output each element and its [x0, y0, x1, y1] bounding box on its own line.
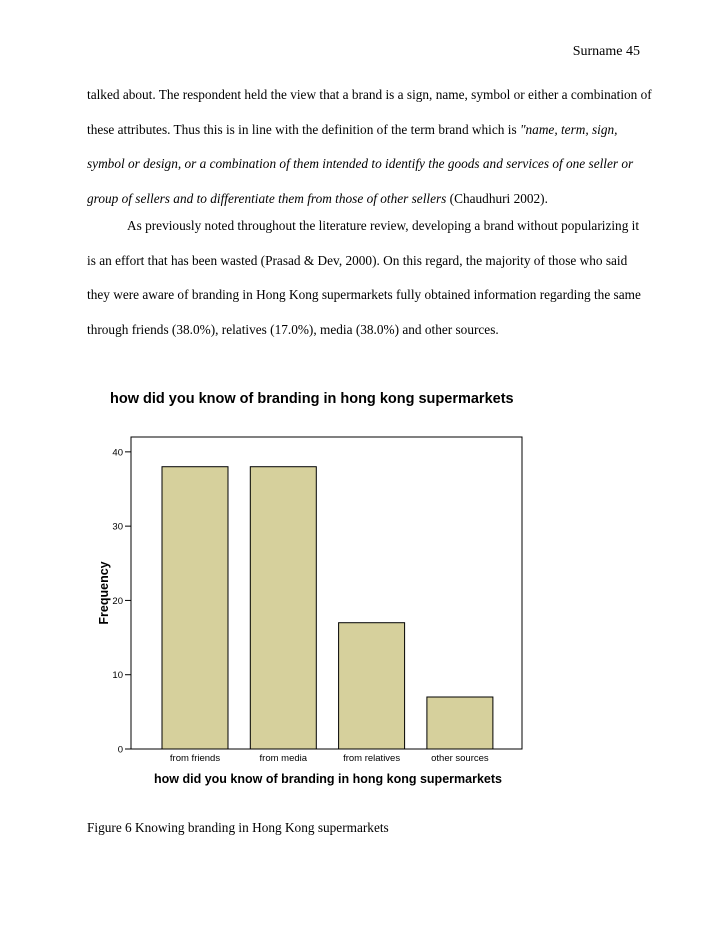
x-tick-label: from friends — [169, 753, 221, 764]
y-axis-label: Frequency — [97, 561, 111, 625]
y-tick-label: 30 — [112, 521, 123, 533]
text-line: talked about. The respondent held the view that a brand is a sign, name, symbol or either a combination of — [87, 87, 652, 102]
y-tick-label: 40 — [112, 447, 123, 459]
text-line: through friends (38.0%), relatives (17.0%), media (38.0%) and other sources. — [87, 321, 499, 337]
x-tick-label: from media — [259, 753, 308, 764]
bars-group — [162, 467, 493, 749]
bar-chart — [0, 370, 728, 810]
text-line: is an effort that has been wasted (Prasad & Dev, 2000). On this regard, the majority of those who said — [87, 252, 628, 268]
text-line — [87, 113, 647, 148]
quote-span: symbol or design, or a combination of them intended to identify the goods and services of one seller or — [87, 156, 634, 171]
text-line: they were aware of branding in Hong Kong supermarkets fully obtained information regarding the same — [87, 287, 641, 302]
chart-svg — [0, 370, 728, 810]
text-line — [87, 147, 647, 182]
bar-from-friends — [162, 467, 228, 749]
bar-from-relatives — [339, 623, 405, 749]
quote-span: "name, term, sign, — [519, 121, 618, 137]
bar-other-sources — [427, 697, 493, 749]
y-tick-label: 10 — [112, 670, 123, 682]
paragraph-2 — [87, 209, 647, 347]
text-span: these attributes. Thus this is in line with the definition of the term brand which is — [87, 121, 520, 137]
chart-title: how did you know of branding in hong kong supermarkets — [110, 391, 514, 407]
running-head: Surname 45 — [572, 44, 640, 59]
x-tick-label: from relatives — [343, 753, 401, 764]
y-tick-label: 0 — [117, 744, 123, 756]
y-axis — [112, 447, 131, 755]
citation-span: (Chaudhuri 2002). — [446, 190, 548, 206]
figure-caption: Figure 6 Knowing branding in Hong Kong supermarkets — [87, 820, 389, 835]
bar-from-media — [250, 467, 316, 749]
quote-span: group of sellers and to differentiate them from those of other sellers — [87, 190, 447, 206]
x-axis — [170, 753, 489, 764]
text-line: As previously noted throughout the literature review, developing a brand without popularizing it — [127, 218, 640, 233]
y-tick-label: 20 — [112, 595, 123, 607]
x-tick-label: other sources — [431, 753, 489, 764]
x-axis-label: how did you know of branding in hong kong supermarkets — [154, 772, 502, 786]
paragraph-1 — [87, 78, 652, 216]
